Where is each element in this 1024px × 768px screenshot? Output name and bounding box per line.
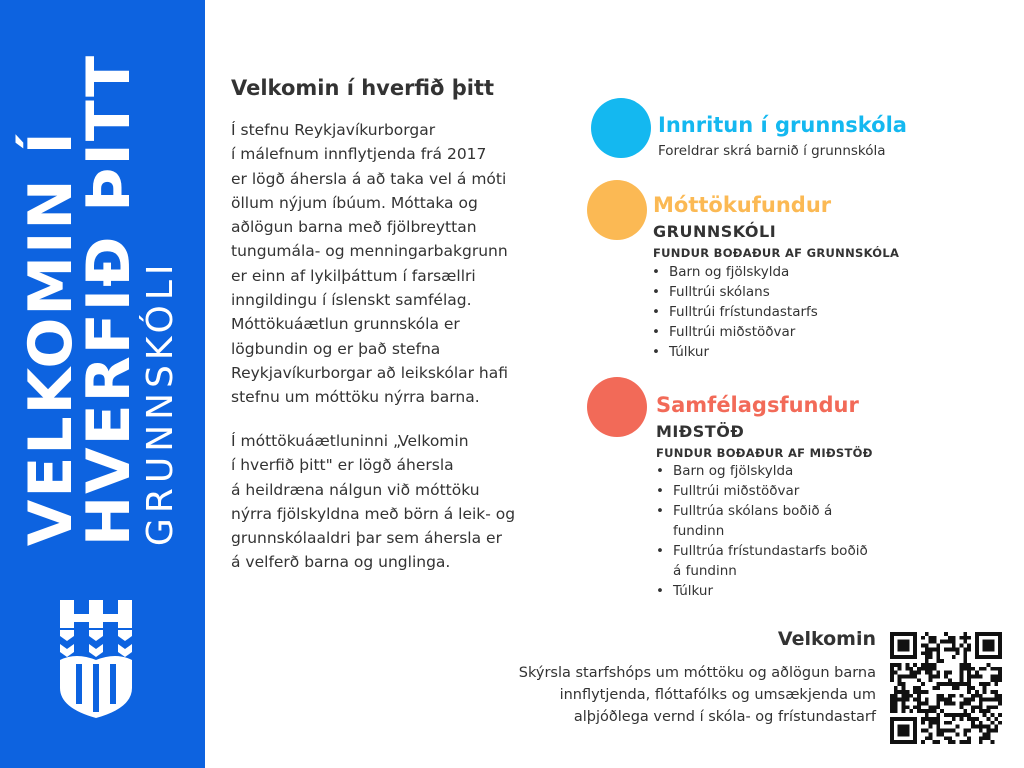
approach-paragraph — [231, 429, 571, 575]
list-item: • Túlkur — [655, 581, 870, 601]
qr-code-icon[interactable] — [890, 632, 1002, 744]
innritun-heading: Innritun í grunnskóla — [658, 113, 907, 137]
paragraph-line: á heildræna nálgun við móttöku — [231, 480, 480, 499]
vertical-title — [16, 53, 182, 547]
reykjavik-coat-of-arms-icon — [56, 600, 136, 718]
paragraph-line: er einn af lykilþáttum í farsællri — [231, 266, 476, 285]
title-line-2: HVERFIÐ ÞITT — [74, 53, 144, 547]
list-item: • Fulltrúa skólans boðið á fundinn — [655, 501, 870, 541]
paragraph-line: Móttökuáætlun grunnskóla er — [231, 315, 460, 334]
paragraph-line: nýrra fjölskyldna með börn á leik- og — [231, 504, 516, 523]
innritun-description: Foreldrar skrá barnið í grunnskóla — [658, 143, 886, 159]
list-item: • Fulltrúi miðstöðvar — [651, 322, 881, 342]
mottokufundur-subheading: GRUNNSKÓLI — [653, 222, 777, 241]
paragraph-line: er lögð áhersla á að taka vel á móti — [231, 169, 507, 188]
title-line-3: GRUNNSKÓLI — [140, 259, 181, 547]
mottokufundur-list — [651, 262, 881, 362]
title-line-1: VELKOMIN Í — [16, 130, 86, 547]
samfelagsfundur-circle — [587, 377, 647, 437]
sidebar — [0, 0, 205, 768]
paragraph-line: stefnu um móttöku nýrra barna. — [231, 388, 480, 407]
list-item: • Fulltrúa frístundastarfs boðið á fundinn — [655, 541, 870, 581]
mottokufundur-small-heading: FUNDUR BOÐAÐUR AF GRUNNSKÓLA — [653, 246, 900, 260]
samfelagsfundur-heading: Samfélagsfundur — [656, 393, 859, 417]
innritun-circle — [591, 98, 651, 158]
list-item: • Túlkur — [651, 342, 881, 362]
paragraph-line: í hverfið þitt" er lögð áhersla — [231, 456, 454, 475]
paragraph-line: öllum nýjum íbúum. Móttaka og — [231, 193, 478, 212]
paragraph-line: Í móttökuáætluninni „Velkomin — [231, 432, 469, 450]
list-item: • Barn og fjölskylda — [655, 461, 870, 481]
footer-heading: Velkomin — [777, 628, 876, 650]
samfelagsfundur-list — [655, 461, 870, 601]
paragraph-line: lögbundin og er það stefna — [231, 339, 441, 358]
paragraph-line: aðlögun barna með fjölbreyttan — [231, 218, 477, 237]
paragraph-line: Í stefnu Reykjavíkurborgar — [231, 121, 436, 139]
samfelagsfundur-small-heading: FUNDUR BOÐAÐUR AF MIÐSTÖÐ — [656, 446, 873, 460]
paragraph-line: í málefnum innflytjenda frá 2017 — [231, 145, 487, 164]
mottokufundur-circle — [587, 180, 647, 240]
mottokufundur-heading: Móttökufundur — [653, 193, 832, 217]
list-item: • Fulltrúi frístundastarfs — [651, 302, 881, 322]
samfelagsfundur-subheading: MIÐSTÖÐ — [656, 422, 745, 441]
paragraph-line: inngildingu í íslenskt samfélag. — [231, 291, 472, 310]
paragraph-line: tungumála- og menningarbakgrunn — [231, 242, 508, 261]
paragraph-line: grunnskólaaldri þar sem áhersla er — [231, 529, 502, 548]
page-title: Velkomin í hverfið þitt — [231, 76, 495, 100]
footer-description: Skýrsla starfshóps um móttöku og aðlögun barna innflytjenda, flóttafólks og umsækjenda um alþjóðlega vernd í skóla- og frístundastarf — [518, 665, 876, 725]
intro-paragraph — [231, 118, 571, 410]
list-item: • Fulltrúi miðstöðvar — [655, 481, 870, 501]
paragraph-line: á velferð barna og unglinga. — [231, 553, 451, 572]
list-item: • Barn og fjölskylda — [651, 262, 881, 282]
paragraph-line: Reykjavíkurborgar að leikskólar hafi — [231, 363, 509, 382]
list-item: • Fulltrúi skólans — [651, 282, 881, 302]
